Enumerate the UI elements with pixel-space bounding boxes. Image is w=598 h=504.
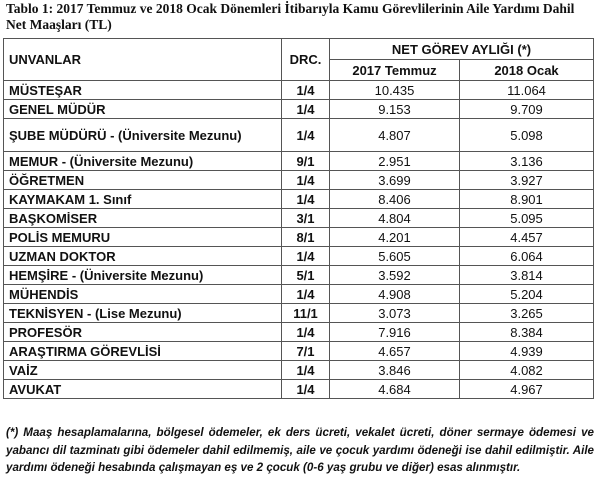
row-value-2017: 3.699 <box>330 171 460 190</box>
row-drc: 8/1 <box>282 228 330 247</box>
row-drc: 1/4 <box>282 380 330 399</box>
row-drc: 1/4 <box>282 119 330 152</box>
row-value-2018: 3.136 <box>460 152 594 171</box>
table-body <box>4 81 594 399</box>
table-row <box>4 209 594 228</box>
header-2018-ocak: 2018 Ocak <box>460 60 594 81</box>
row-title: MÜSTEŞAR <box>4 81 282 100</box>
row-drc: 1/4 <box>282 285 330 304</box>
row-title: HEMŞİRE - (Üniversite Mezunu) <box>4 266 282 285</box>
row-title: ŞUBE MÜDÜRÜ - (Üniversite Mezunu) <box>4 119 282 152</box>
row-drc: 5/1 <box>282 266 330 285</box>
row-value-2017: 4.684 <box>330 380 460 399</box>
table-title: Tablo 1: 2017 Temmuz ve 2018 Ocak Dönemleri İtibarıyla Kamu Görevlilerinin Aile Yardımı Dahil Net Maaşları (TL) <box>6 1 575 32</box>
table-row <box>4 171 594 190</box>
row-drc: 11/1 <box>282 304 330 323</box>
table-row <box>4 380 594 399</box>
row-title: KAYMAKAM 1. Sınıf <box>4 190 282 209</box>
row-value-2017: 9.153 <box>330 100 460 119</box>
row-value-2017: 4.657 <box>330 342 460 361</box>
row-value-2018: 4.939 <box>460 342 594 361</box>
row-value-2017: 4.804 <box>330 209 460 228</box>
row-value-2017: 3.592 <box>330 266 460 285</box>
row-value-2017: 10.435 <box>330 81 460 100</box>
row-value-2017: 8.406 <box>330 190 460 209</box>
row-value-2017: 2.951 <box>330 152 460 171</box>
row-title: TEKNİSYEN - (Lise Mezunu) <box>4 304 282 323</box>
header-unvanlar: UNVANLAR <box>4 39 282 81</box>
row-value-2017: 3.846 <box>330 361 460 380</box>
header-drc: DRC. <box>282 39 330 81</box>
row-drc: 9/1 <box>282 152 330 171</box>
row-value-2018: 4.967 <box>460 380 594 399</box>
row-drc: 1/4 <box>282 323 330 342</box>
table-row <box>4 342 594 361</box>
table-header-row <box>4 39 594 60</box>
header-2017-temmuz: 2017 Temmuz <box>330 60 460 81</box>
row-title: BAŞKOMİSER <box>4 209 282 228</box>
row-title: ARAŞTIRMA GÖREVLİSİ <box>4 342 282 361</box>
row-value-2017: 3.073 <box>330 304 460 323</box>
row-title: MEMUR - (Üniversite Mezunu) <box>4 152 282 171</box>
row-title: GENEL MÜDÜR <box>4 100 282 119</box>
row-value-2018: 5.204 <box>460 285 594 304</box>
row-title: VAİZ <box>4 361 282 380</box>
table-row <box>4 304 594 323</box>
table-row <box>4 119 594 152</box>
row-drc: 1/4 <box>282 247 330 266</box>
row-value-2018: 4.082 <box>460 361 594 380</box>
table-row <box>4 190 594 209</box>
row-value-2017: 7.916 <box>330 323 460 342</box>
row-value-2018: 6.064 <box>460 247 594 266</box>
row-value-2018: 3.927 <box>460 171 594 190</box>
row-value-2018: 5.095 <box>460 209 594 228</box>
row-drc: 1/4 <box>282 81 330 100</box>
table-row <box>4 266 594 285</box>
row-value-2017: 4.908 <box>330 285 460 304</box>
row-drc: 1/4 <box>282 100 330 119</box>
row-drc: 7/1 <box>282 342 330 361</box>
row-value-2018: 8.384 <box>460 323 594 342</box>
footnote: (*) Maaş hesaplamalarına, bölgesel ödemeler, ek ders ücreti, vekalet ücreti, döner sermaye ödemesi ve yabancı dil tazminatı gibi ödemeler dahil edilmemiş, aile ve çocuk yardımı ödeneği ise dahil edilmiştir. Aile yardımı ödeneği hesabında çalışmayan eş ve 2 çocuk (0-6 yaş grubu ve diğer) esas alınmıştır. <box>6 426 594 474</box>
row-title: AVUKAT <box>4 380 282 399</box>
row-value-2018: 8.901 <box>460 190 594 209</box>
row-drc: 1/4 <box>282 361 330 380</box>
table-row <box>4 81 594 100</box>
row-drc: 3/1 <box>282 209 330 228</box>
row-title: UZMAN DOKTOR <box>4 247 282 266</box>
row-drc: 1/4 <box>282 190 330 209</box>
row-value-2018: 11.064 <box>460 81 594 100</box>
row-value-2018: 5.098 <box>460 119 594 152</box>
row-drc: 1/4 <box>282 171 330 190</box>
table-row <box>4 361 594 380</box>
row-title: POLİS MEMURU <box>4 228 282 247</box>
table-row <box>4 323 594 342</box>
salary-table <box>3 38 594 399</box>
header-net-gorev-ayligi: NET GÖREV AYLIĞI (*) <box>330 39 594 60</box>
row-value-2017: 4.807 <box>330 119 460 152</box>
table-row <box>4 100 594 119</box>
row-title: PROFESÖR <box>4 323 282 342</box>
row-value-2018: 3.814 <box>460 266 594 285</box>
table-row <box>4 285 594 304</box>
row-value-2017: 5.605 <box>330 247 460 266</box>
row-value-2018: 3.265 <box>460 304 594 323</box>
row-title: MÜHENDİS <box>4 285 282 304</box>
row-value-2017: 4.201 <box>330 228 460 247</box>
table-row <box>4 228 594 247</box>
row-value-2018: 9.709 <box>460 100 594 119</box>
table-row <box>4 247 594 266</box>
row-title: ÖĞRETMEN <box>4 171 282 190</box>
table-row <box>4 152 594 171</box>
row-value-2018: 4.457 <box>460 228 594 247</box>
